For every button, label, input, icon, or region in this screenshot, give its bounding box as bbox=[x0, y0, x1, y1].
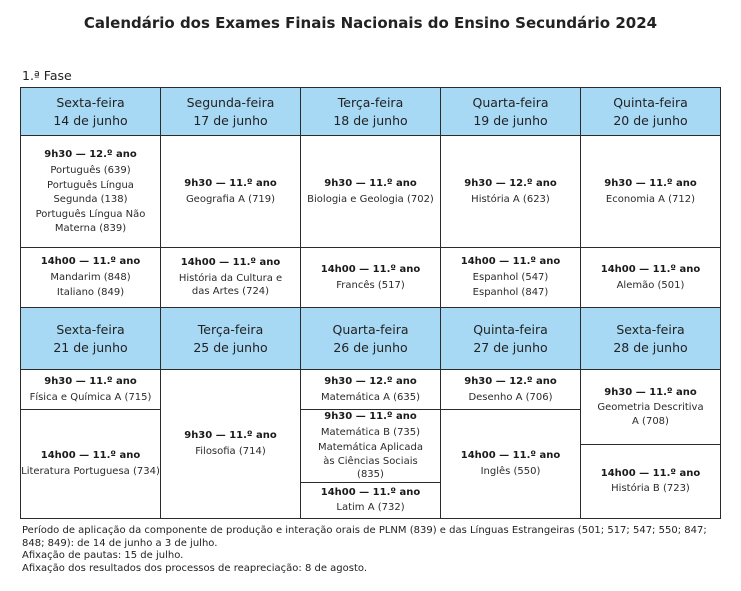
exam-slot bbox=[581, 370, 721, 445]
slot-time: 9h30 — 12.º ano bbox=[464, 178, 557, 189]
slot-time: 14h00 — 11.º ano bbox=[180, 257, 281, 269]
day-name: Sexta-feira bbox=[56, 94, 125, 110]
day-date: 14 de junho bbox=[53, 112, 128, 128]
footnote: Afixação dos resultados dos processos de reapreciação: 8 de agosto. bbox=[22, 562, 368, 574]
day-header bbox=[441, 88, 581, 136]
slot-time: 14h00 — 11.º ano bbox=[40, 450, 141, 462]
slot-time: 14h00 — 11.º ano bbox=[600, 264, 701, 275]
exam-name: Matemática Aplicada às Ciências Sociais (835) bbox=[317, 442, 424, 480]
slot-time: 14h00 — 11.º ano bbox=[40, 256, 141, 268]
exam-slot bbox=[441, 410, 581, 519]
slot-time: 14h00 — 11.º ano bbox=[320, 486, 421, 498]
exam-name: Biologia e Geologia (702) bbox=[307, 193, 434, 205]
slot-time: 9h30 — 12.º ano bbox=[324, 376, 417, 387]
exam-slot bbox=[21, 410, 161, 519]
day-date: 27 de junho bbox=[473, 339, 548, 355]
day-name: Sexta-feira bbox=[56, 321, 125, 337]
page-title: Calendário dos Exames Finais Nacionais do Ensino Secundário 2024 bbox=[83, 14, 658, 32]
exam-name: Português Língua Segunda (138) bbox=[47, 180, 134, 205]
slot-time: 9h30 — 11.º ano bbox=[184, 430, 277, 442]
exam-slot bbox=[581, 136, 721, 248]
exam-name: Francês (517) bbox=[336, 279, 405, 291]
exam-name: Desenho A (706) bbox=[468, 391, 553, 403]
exam-slot bbox=[301, 136, 441, 248]
phase-label: 1.ª Fase bbox=[22, 68, 72, 83]
footnotes bbox=[22, 525, 724, 575]
exam-name: Português (639) bbox=[50, 164, 131, 176]
day-date: 19 de junho bbox=[473, 112, 548, 128]
exam-slot bbox=[161, 248, 301, 308]
day-name: Terça-feira bbox=[337, 94, 404, 110]
exam-name: Literatura Portuguesa (734) bbox=[21, 465, 160, 477]
exam-calendar-table-1 bbox=[20, 87, 721, 308]
day-header bbox=[301, 308, 441, 370]
exam-name: História da Cultura e das Artes (724) bbox=[178, 272, 283, 298]
day-name: Segunda-feira bbox=[186, 94, 275, 110]
exam-name: História B (723) bbox=[611, 483, 690, 495]
exam-slot bbox=[161, 370, 301, 519]
day-header bbox=[581, 308, 721, 370]
day-name: Quarta-feira bbox=[472, 94, 549, 110]
exam-calendar-table-2 bbox=[20, 307, 721, 519]
exam-name: Inglês (550) bbox=[480, 465, 541, 477]
exam-name: Filosofia (714) bbox=[195, 445, 266, 457]
exam-name: Italiano (849) bbox=[56, 287, 125, 299]
slot-time: 9h30 — 11.º ano bbox=[324, 411, 417, 422]
slot-time: 9h30 — 11.º ano bbox=[184, 178, 277, 189]
day-name: Quarta-feira bbox=[332, 321, 409, 337]
day-name: Terça-feira bbox=[197, 321, 264, 337]
exam-slot bbox=[581, 445, 721, 519]
exam-slot bbox=[21, 248, 161, 308]
exam-slot bbox=[301, 410, 441, 483]
exam-slot bbox=[21, 370, 161, 410]
exam-name: Matemática A (635) bbox=[320, 391, 421, 403]
day-header bbox=[21, 308, 161, 370]
day-header bbox=[21, 88, 161, 136]
slot-time: 14h00 — 11.º ano bbox=[320, 264, 421, 275]
exam-name: Geografia A (719) bbox=[185, 193, 276, 205]
exam-name: Matemática B (735) bbox=[320, 426, 421, 438]
footnote: Afixação de pautas: 15 de julho. bbox=[22, 550, 184, 561]
day-date: 28 de junho bbox=[613, 339, 688, 355]
exam-slot bbox=[581, 248, 721, 308]
slot-time: 9h30 — 11.º ano bbox=[324, 178, 417, 189]
day-date: 17 de junho bbox=[193, 112, 268, 128]
day-name: Sexta-feira bbox=[616, 321, 685, 337]
exam-name: Economia A (712) bbox=[605, 193, 696, 205]
exam-slot bbox=[21, 136, 161, 248]
exam-slot bbox=[301, 248, 441, 308]
slot-time: 9h30 — 12.º ano bbox=[44, 149, 137, 160]
exam-name: Espanhol (847) bbox=[472, 287, 549, 299]
exam-slot bbox=[441, 370, 581, 410]
day-header bbox=[301, 88, 441, 136]
slot-time: 9h30 — 11.º ano bbox=[604, 386, 697, 398]
slot-time: 14h00 — 11.º ano bbox=[460, 256, 561, 268]
slot-time: 14h00 — 11.º ano bbox=[460, 450, 561, 462]
exam-name: Física e Química A (715) bbox=[29, 391, 152, 403]
slot-time: 9h30 — 11.º ano bbox=[44, 376, 137, 387]
exam-name: Espanhol (547) bbox=[472, 271, 549, 283]
day-date: 21 de junho bbox=[53, 339, 128, 355]
exam-slot bbox=[301, 482, 441, 518]
exam-slot bbox=[441, 248, 581, 308]
footnote: Período de aplicação da componente de produção e interação orais de PLNM (839) e das Línguas Estrangeiras (501; 517; 547; 550; 847; 848; 849): de 14 de junho a 3 de julho. bbox=[22, 525, 707, 549]
exam-slot bbox=[441, 136, 581, 248]
day-header bbox=[161, 88, 301, 136]
exam-slot bbox=[161, 136, 301, 248]
day-header bbox=[581, 88, 721, 136]
day-date: 20 de junho bbox=[613, 112, 688, 128]
exam-slot bbox=[301, 370, 441, 410]
day-header bbox=[161, 308, 301, 370]
day-name: Quinta-feira bbox=[473, 321, 548, 337]
exam-name: História A (623) bbox=[471, 193, 550, 205]
slot-time: 9h30 — 12.º ano bbox=[464, 376, 557, 387]
day-date: 25 de junho bbox=[193, 339, 268, 355]
exam-name: Mandarim (848) bbox=[50, 271, 131, 283]
day-name: Quinta-feira bbox=[613, 94, 688, 110]
exam-name: Alemão (501) bbox=[616, 279, 685, 291]
exam-name: Latim A (732) bbox=[336, 502, 405, 513]
exam-name: Português Língua Não Materna (839) bbox=[35, 209, 146, 234]
day-date: 18 de junho bbox=[333, 112, 408, 128]
slot-time: 14h00 — 11.º ano bbox=[600, 467, 701, 479]
exam-name: Geometria Descritiva A (708) bbox=[597, 402, 704, 427]
day-date: 26 de junho bbox=[333, 339, 408, 355]
day-header bbox=[441, 308, 581, 370]
slot-time: 9h30 — 11.º ano bbox=[604, 178, 697, 189]
